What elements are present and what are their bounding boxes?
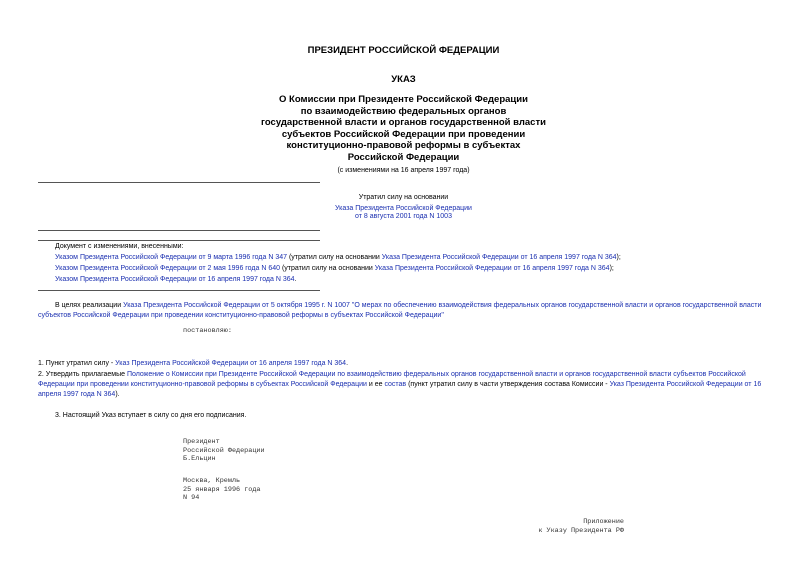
composition-link[interactable]: состав [384, 381, 407, 388]
title-line: субъектов Российской Федерации при проведении [281, 128, 526, 140]
amendment-item: Указом Президента Российской Федерации от 2 мая 1996 года N 640 (утратил силу на основании Указа Президента Российской Федерации от 16 апреля 1997 года N 364); [55, 265, 614, 272]
president-heading: ПРЕЗИДЕНТ РОССИЙСКОЙ ФЕДЕРАЦИИ [307, 45, 500, 56]
lost-force-label: Утратил силу на основании [358, 194, 449, 201]
decree-word: постановляю: [183, 327, 232, 335]
signature-block: Президент Российской Федерации Б.Ельцин [183, 438, 265, 464]
title-line: конституционно-правовой реформы в субъектах [286, 140, 521, 152]
point-1: 1. Пункт утратил силу - Указ Президента Российской Федерации от 16 апреля 1997 года N 364. [38, 360, 349, 367]
changes-note: (с изменениями на 16 апреля 1997 года) [337, 167, 470, 174]
divider [38, 290, 320, 291]
amendment-link[interactable]: Указом Президента Российской Федерации от 9 марта 1996 года N 347 [55, 254, 287, 261]
appendix-block: Приложение к Указу Президента РФ [538, 518, 624, 535]
divider [38, 240, 320, 241]
divider [38, 230, 320, 231]
amendment-link[interactable]: Указа Президента Российской Федерации от 16 апреля 1997 года N 364 [381, 254, 617, 261]
point-3: 3. Настоящий Указ вступает в силу со дня его подписания. [55, 412, 247, 419]
title-line: Российской Федерации [347, 151, 460, 163]
title-line: О Комиссии при Президенте Российской Федерации [279, 94, 528, 105]
place-date-block: Москва, Кремль 25 января 1996 года N 94 [183, 477, 261, 503]
amendment-link[interactable]: Указом Президента Российской Федерации от 16 апреля 1997 года N 364 [55, 276, 295, 283]
amendments-intro: Документ с изменениями, внесенными: [55, 243, 184, 250]
document-title [0, 94, 807, 164]
preamble: В целях реализации Указа Президента Российской Федерации от 5 октября 1995 г. N 1007 "О мерах по обеспечению взаимодействия федеральных органов государственной власти и органов государственной власти субъектов Российской Федерации при проведении конституционно-правовой реформы в субъектах Российской Федерации" [38, 302, 762, 319]
point-1-link[interactable]: Указ Президента Российской Федерации от 16 апреля 1997 года N 364 [115, 360, 347, 367]
point-2-link[interactable]: Указ Президента Российской Федерации от 16 апреля 1997 года N 364 [38, 381, 762, 398]
amendment-link[interactable]: Указа Президента Российской Федерации от 16 апреля 1997 года N 364 [374, 265, 610, 272]
regulation-link[interactable]: Положение о Комиссии при Президенте Российской Федерации по взаимодействию федеральных органов государственной власти и органов государственной власти субъектов Российской Федерации при проведении конституционно-правовой реформы в субъектах Российской Федерации [38, 371, 746, 388]
doc-type: УКАЗ [391, 74, 416, 85]
amendment-link[interactable]: Указом Президента Российской Федерации от 2 мая 1996 года N 640 [55, 265, 281, 272]
title-line: по взаимодействию федеральных органов [300, 105, 507, 117]
point-2: 2. Утвердить прилагаемые Положение о Комиссии при Президенте Российской Федерации по взаимодействию федеральных органов государственной власти и органов государственной власти субъектов Российской Федерации при проведении конституционно-правовой реформы в субъектах Российской Федерации и ее состав (пункт утратил силу в части утверждения состава Комиссии - Указ Президента Российской Федерации от 16 апреля 1997 года N 364). [38, 371, 762, 398]
preamble-link[interactable]: Указа Президента Российской Федерации от 5 октября 1995 г. N 1007 "О мерах по обеспечению взаимодействия федеральных органов государственной власти и органов государственной власти субъектов Российской Федерации при проведении конституционно-правовой реформы в субъектах Российской Федерации" [38, 302, 762, 319]
title-line: государственной власти и органов государственной власти [261, 117, 546, 129]
amendment-item: Указом Президента Российской Федерации от 9 марта 1996 года N 347 (утратил силу на основании Указа Президента Российской Федерации от 16 апреля 1997 года N 364); [55, 254, 621, 261]
amendment-item: Указом Президента Российской Федерации от 16 апреля 1997 года N 364. [55, 276, 297, 283]
divider [38, 182, 320, 183]
lost-force-link[interactable]: Указа Президента Российской Федерации от 8 августа 2001 года N 1003 [335, 205, 472, 220]
